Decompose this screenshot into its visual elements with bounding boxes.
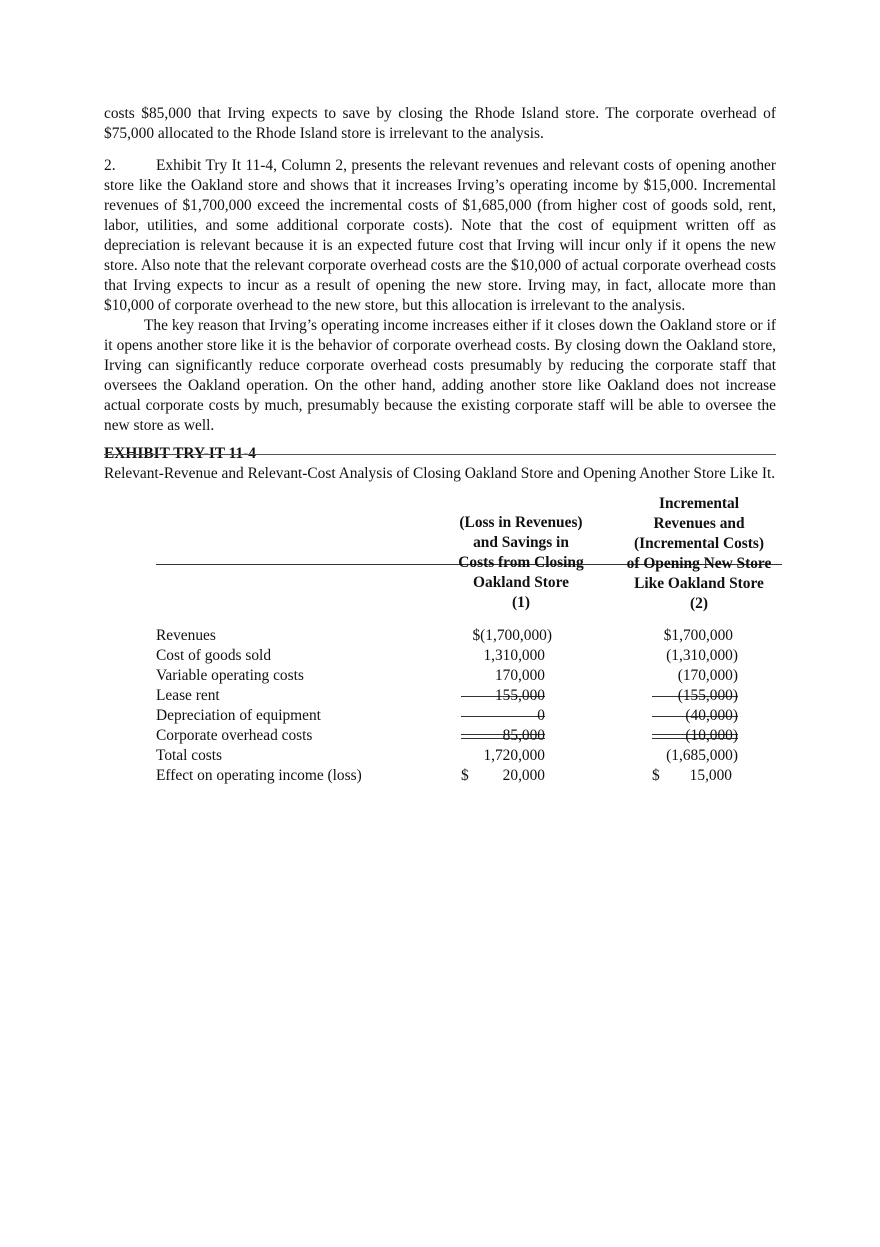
row-value-col1: 20,000 — [502, 767, 545, 784]
paragraph-2-text: Exhibit Try It 11-4, Column 2, presents the relevant revenues and relevant costs of opening another store like the Oakland store and shows that it increases Irving’s operating income by $15,000. Incremental revenues of $1,700,000 exceed the incremental costs of $1,685,000 (from higher cost of goods sold, rent, labor, utilities, and some additional corporate costs). Note that the cost of equipment written off as depreciation is relevant because it is an expected future cost that Irving will incur only if it opens the new store. Also note that the relevant corporate overhead costs are the $10,000 of actual corporate overhead costs that Irving expects to incur as a result of opening the new store. Irving may, in fact, allocate more than $10,000 of corporate overhead to the new store, but this allocation is irrelevant to the analysis. — [104, 157, 776, 314]
table-row — [156, 726, 782, 746]
row-label: Corporate overhead costs — [156, 727, 313, 744]
row-value-col2: 15,000 — [689, 767, 732, 784]
column-2-header-line: Incremental — [658, 495, 740, 512]
row-value-col1: 0 — [537, 707, 545, 724]
column-1-header-line: Costs from Closing — [458, 554, 584, 571]
exhibit-subtitle: Relevant-Revenue and Relevant-Cost Analysis of Closing Oakland Store and Opening Another Store Like It. — [104, 465, 776, 482]
column-2-header-line: (Incremental Costs) — [633, 535, 765, 552]
row-label: Effect on operating income (loss) — [156, 767, 362, 784]
row-value-col1: 85,000 — [502, 727, 545, 744]
row-value-col2: (10,000) — [685, 727, 738, 744]
row-label: Total costs — [156, 747, 223, 764]
column-1-header-line: (1) — [512, 594, 530, 611]
table-row — [156, 686, 782, 706]
row-value-col2: (1,685,000) — [666, 747, 738, 764]
table-header — [156, 490, 782, 626]
exhibit-heading-rule — [104, 454, 776, 455]
row-value-col2: $1,700,000 — [663, 627, 733, 644]
row-value-col1: 155,000 — [494, 687, 545, 704]
document-page — [104, 104, 776, 786]
paragraph-2 — [104, 156, 776, 316]
column-2-header-line: Revenues and — [653, 515, 745, 532]
row-value-col2: (155,000) — [677, 687, 738, 704]
column-2-header-line: of Opening New Store — [626, 555, 772, 572]
currency-symbol: $ — [652, 767, 660, 784]
row-label: Cost of goods sold — [156, 647, 272, 664]
paragraph-3: The key reason that Irving’s operating income increases either if it closes down the Oakland store or if it opens another store like it is the behavior of corporate overhead costs. By closing down the Oakland store, Irving can significantly reduce corporate overhead costs presumably by reducing the corporate staff that oversees the Oakland operation. On the other hand, adding another store like Oakland does not increase actual corporate costs by much, presumably because the existing corporate staff will be able to oversee the new store as well. — [104, 317, 776, 434]
row-value-col2: (40,000) — [685, 707, 738, 724]
row-label: Variable operating costs — [156, 667, 304, 684]
row-label: Revenues — [156, 627, 216, 644]
column-2-header-line: (2) — [690, 595, 708, 612]
exhibit-table — [156, 490, 782, 786]
row-value-col1: $(1,700,000) — [472, 627, 552, 644]
exhibit-title: EXHIBIT TRY-IT 11-4 — [104, 445, 257, 462]
column-1-header-line: (Loss in Revenues) — [459, 514, 583, 531]
paragraph-1: costs $85,000 that Irving expects to save by closing the Rhode Island store. The corporate overhead of $75,000 allocated to the Rhode Island store is irrelevant to the analysis. — [104, 105, 776, 142]
row-value-col1: 1,310,000 — [483, 647, 545, 664]
row-label: Lease rent — [156, 687, 220, 704]
paragraph-2-number: 2. — [104, 157, 116, 174]
row-value-col2: (1,310,000) — [666, 647, 738, 664]
column-2-header-line: Like Oakland Store — [634, 575, 764, 592]
exhibit-heading — [104, 444, 776, 464]
column-1-header-line: and Savings in — [473, 534, 569, 551]
table-row-total — [156, 766, 782, 786]
table-row — [156, 646, 782, 666]
column-2-header — [616, 494, 782, 614]
currency-symbol: $ — [461, 767, 469, 784]
table-row — [156, 626, 782, 646]
row-value-col2: (170,000) — [677, 667, 738, 684]
row-label: Depreciation of equipment — [156, 707, 321, 724]
table-row — [156, 746, 782, 766]
row-value-col1: 170,000 — [494, 667, 545, 684]
table-row — [156, 666, 782, 686]
row-value-col1: 1,720,000 — [483, 747, 545, 764]
column-1-header — [446, 513, 596, 613]
column-1-header-line: Oakland Store — [473, 574, 569, 591]
table-row — [156, 706, 782, 726]
